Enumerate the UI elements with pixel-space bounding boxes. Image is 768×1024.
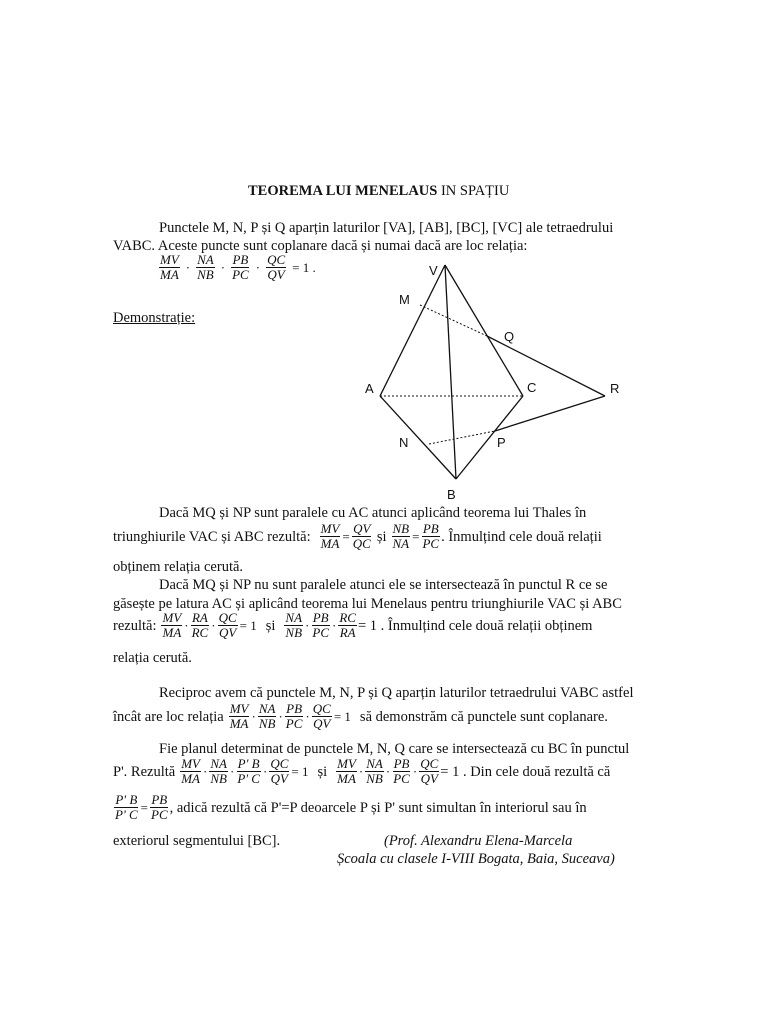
- menelaus-relation: $\frac{MV}{MA}$ · $\frac{NA}{NB}$ · $\frac{PB}{PC}$ · $\frac{QC}{QV}$ = 1 .: [160, 252, 316, 282]
- label-p: P: [497, 435, 506, 450]
- page-title: [248, 183, 509, 200]
- fraction-pb-pc: $\frac{PB}{PC}$: [232, 252, 249, 282]
- para2-line-4: relația cerută.: [113, 650, 192, 666]
- intro-line-1: Punctele M, N, P și Q aparțin laturilor [VA], [AB], [BC], [VC] ale tetraedrului: [159, 220, 614, 236]
- label-a: A: [365, 381, 374, 396]
- para2-line-2: găsește pe latura AC și aplicând teorema lui Menelaus pentru triunghiurile VAC și ABC: [113, 596, 622, 612]
- edge-va: [380, 265, 445, 396]
- para4-line-4: exteriorul segmentului [BC].: [113, 833, 281, 849]
- fraction-na-nb: $\frac{NA}{NB}$: [197, 252, 214, 282]
- label-v: V: [429, 263, 438, 278]
- tetrahedron-figure: [340, 257, 640, 507]
- title-rest: IN SPAȚIU: [437, 183, 510, 199]
- para2-line-3: rezultă: $\frac{MV}{MA}$ · $\frac{RA}{RC}$ · $\frac{QC}{QV}$ = 1 și $\frac{NA}{NB}$ · $\frac{PB}{PC}$ · $\frac{RC}{RA}$ = 1 . Înmulțind cele două relații obținem: [113, 610, 593, 640]
- line-pr: [495, 396, 605, 431]
- demonstration-heading: Demonstrație:: [113, 310, 196, 326]
- intro-line-2: VABC. Aceste puncte sunt coplanare dacă și numai dacă are loc relația:: [113, 238, 528, 254]
- edge-bc: [456, 396, 523, 479]
- label-b: B: [447, 487, 456, 502]
- signature-line-2: Școala cu clasele I-VIII Bogata, Baia, Suceava): [337, 851, 615, 867]
- para1-line-2: triunghiurile VAC și ABC rezultă: $\frac{MV}{MA}$ = $\frac{QV}{QC}$ și $\frac{NB}{NA}$ = $\frac{PB}{PC}$ . Înmulțind cele două relații: [113, 521, 602, 551]
- segment-mq-hidden: [420, 305, 487, 336]
- para3-line-1: Reciproc avem că punctele M, N, P și Q aparțin laturilor tetraedrului VABC astfel: [159, 685, 634, 701]
- fraction-qc-qv: $\frac{QC}{QV}$: [267, 252, 286, 282]
- para1-line-1: Dacă MQ și NP sunt paralele cu AC atunci aplicând teorema lui Thales în: [159, 505, 587, 521]
- para2-line-1: Dacă MQ și NP nu sunt paralele atunci ele se intersectează în punctul R ce se: [159, 577, 608, 593]
- relation-tail: = 1 .: [292, 259, 316, 275]
- para1-line-3: obținem relația cerută.: [113, 559, 244, 575]
- signature-line-1: (Prof. Alexandru Elena-Marcela: [384, 833, 573, 849]
- fraction-mv-ma: $\frac{MV}{MA}$: [160, 252, 179, 282]
- title-bold: TEOREMA LUI MENELAUS: [248, 183, 438, 199]
- para4-line-1: Fie planul determinat de punctele M, N, Q care se intersectează cu BC în punctul: [159, 741, 630, 757]
- label-q: Q: [504, 329, 515, 344]
- label-m: M: [399, 292, 410, 307]
- label-r: R: [610, 381, 620, 396]
- para4-line-3: $\frac{P' B}{P' C}$ = $\frac{PB}{PC}$ , adică rezultă că P'=P deoarcele P și P' sunt simultan în interiorul sau în: [115, 792, 587, 822]
- label-c: C: [527, 380, 537, 395]
- edge-ab: [380, 396, 456, 479]
- edge-vb: [445, 265, 456, 479]
- para3-line-2: încât are loc relația $\frac{MV}{MA}$ · $\frac{NA}{NB}$ · $\frac{PB}{PC}$ · $\frac{QC}{QV}$ = 1 să demonstrăm că punctele sunt coplanare.: [113, 701, 608, 731]
- para4-line-2: P'. Rezultă $\frac{MV}{MA}$ · $\frac{NA}{NB}$ · $\frac{P' B}{P' C}$ · $\frac{QC}{QV}$ = 1 și $\frac{MV}{MA}$ · $\frac{NA}{NB}$ · $\frac{PB}{PC}$ · $\frac{QC}{QV}$ = 1 . Din cele două rezultă că: [113, 756, 611, 786]
- label-n: N: [399, 435, 409, 450]
